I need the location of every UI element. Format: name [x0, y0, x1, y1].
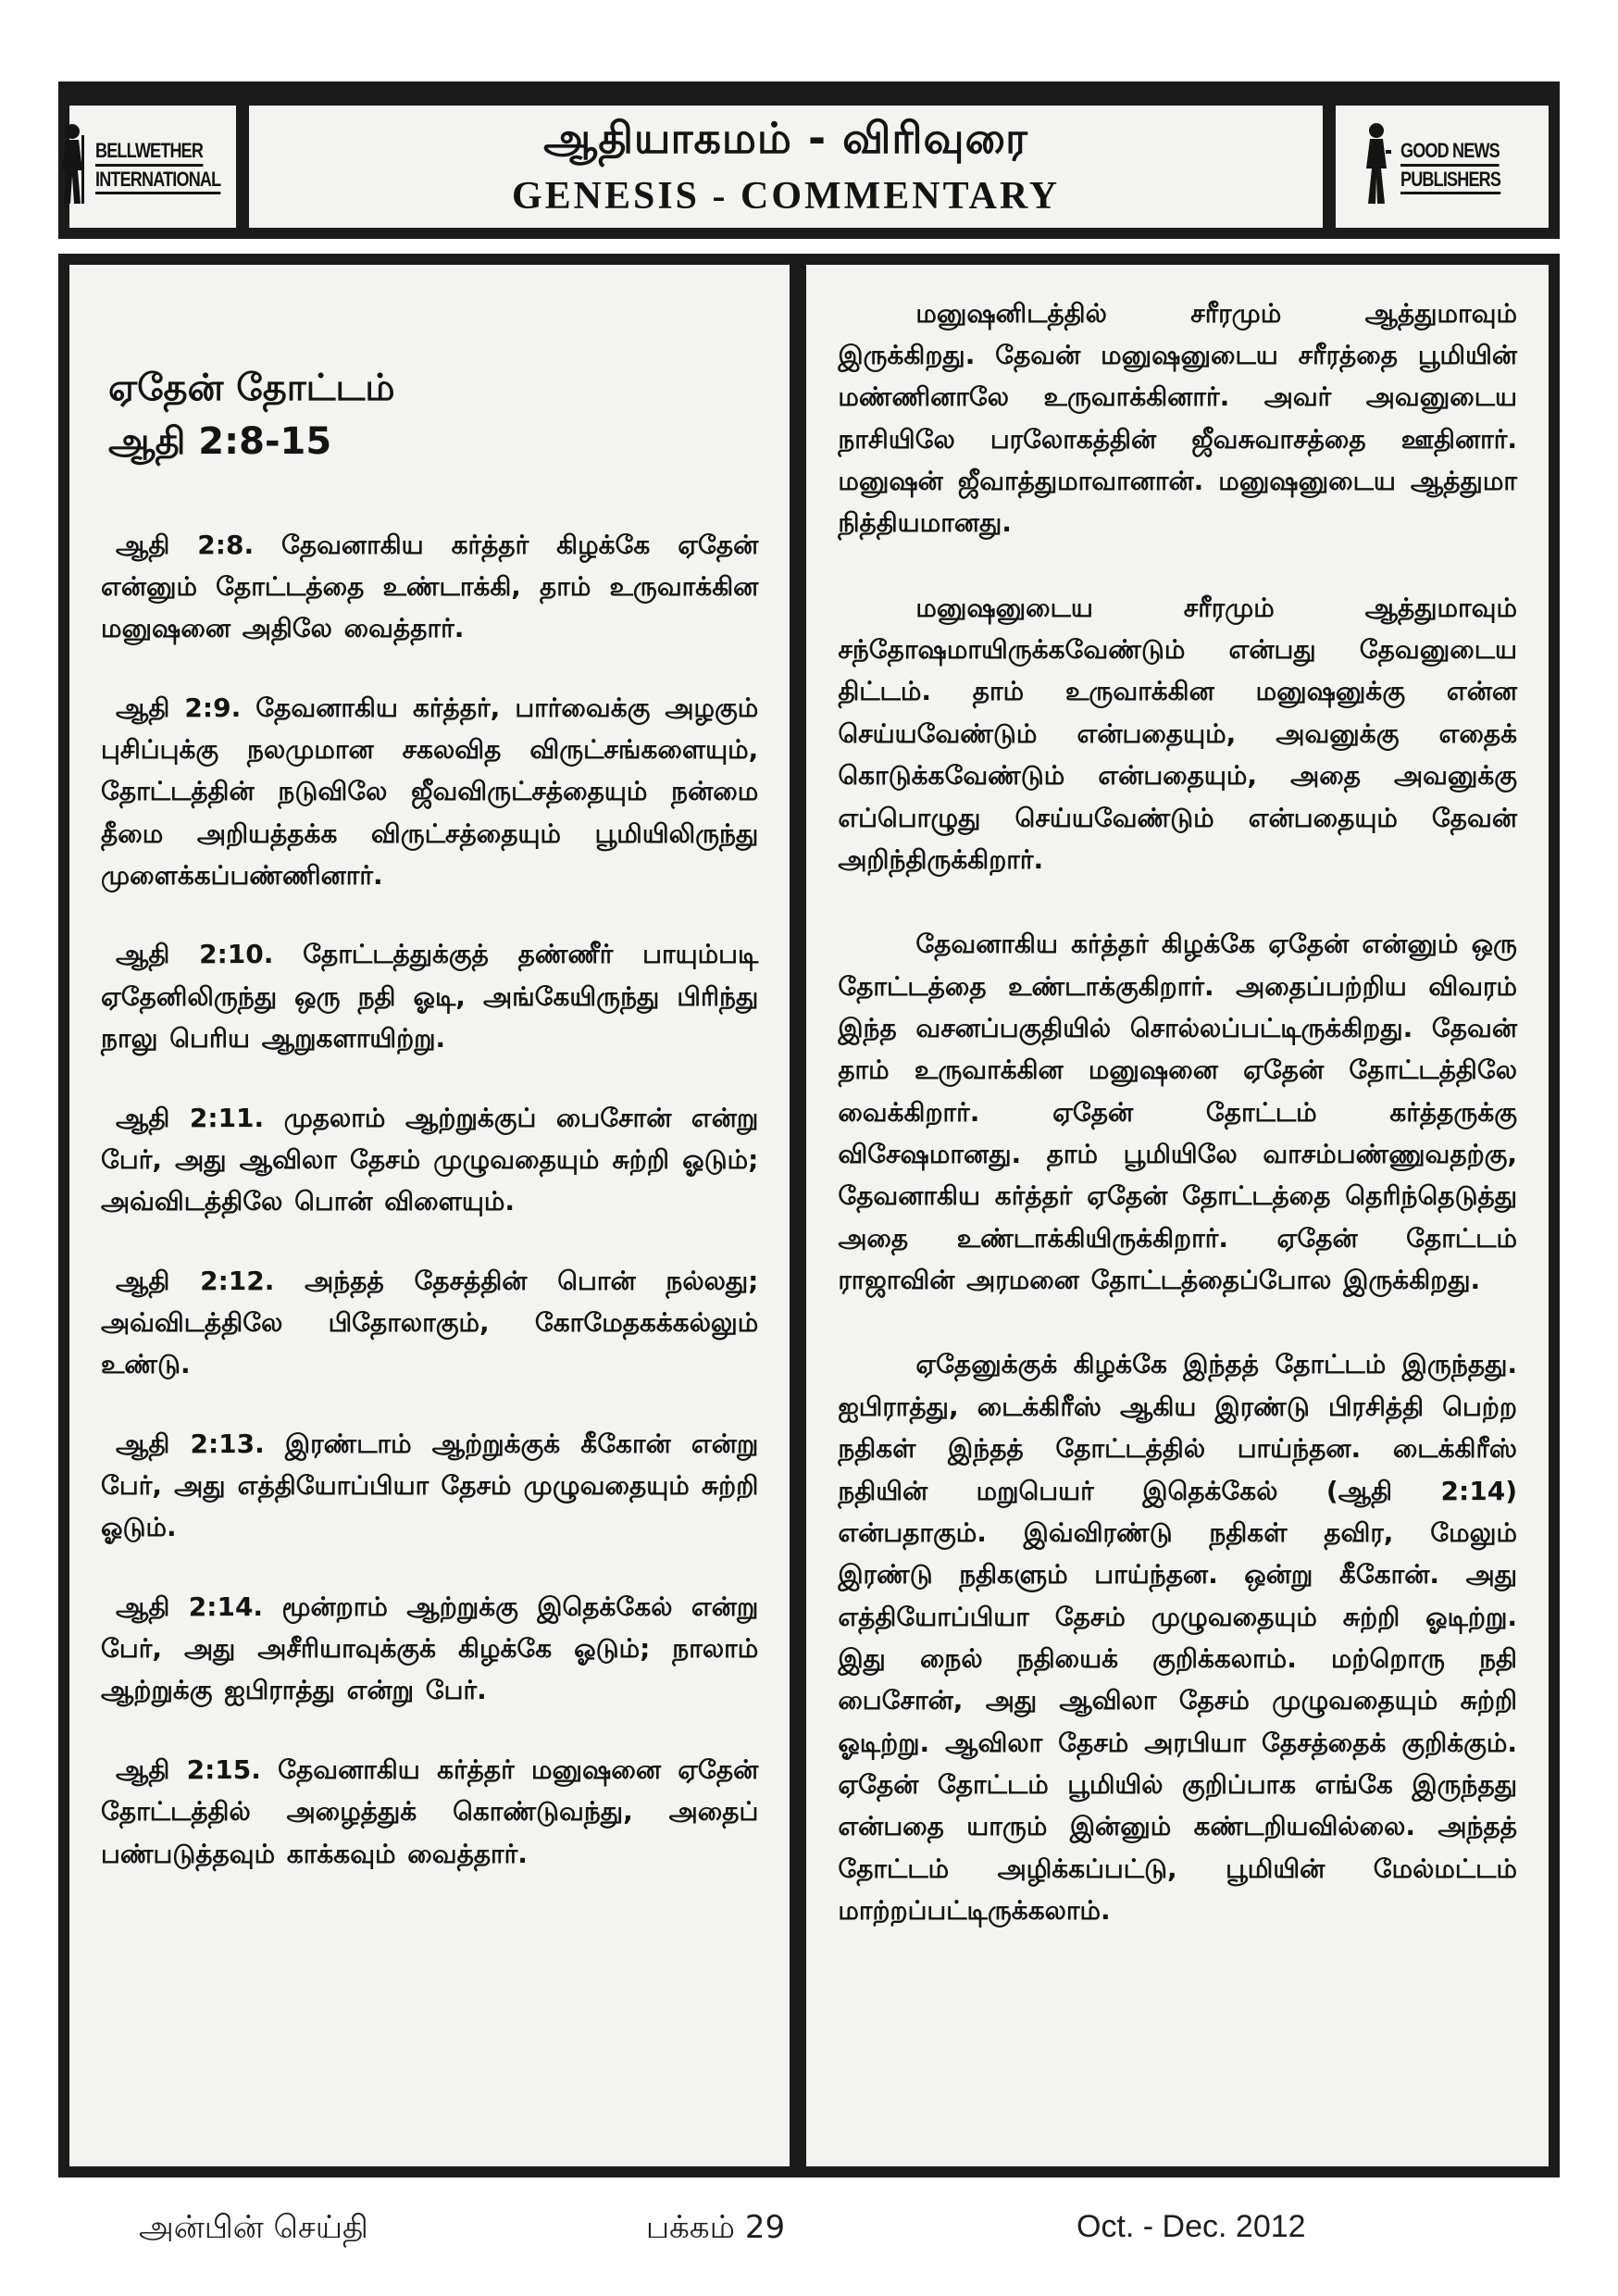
bellwether-logo-line1: BELLWETHER: [95, 138, 203, 167]
footer-publication-name: அன்பின் செய்தி: [139, 2208, 368, 2246]
section-heading-line2: ஆதி 2:8-15: [108, 419, 332, 463]
right-column-commentary: [806, 265, 1549, 2166]
goodnews-logo-line2: PUBLISHERS: [1400, 167, 1500, 195]
header: [58, 81, 1560, 239]
bellwether-logo-box: [69, 106, 236, 228]
page-title-tamil: ஆதியாகமம் - விரிவுரை: [543, 113, 1028, 163]
verse-2-8: ஆதி 2:8. தேவனாகிய கர்த்தர் கிழக்கே ஏதேன் என்னும் தோட்டத்தை உண்டாக்கி, தாம் உருவாக்கின மனுஷனை அதிலே வைத்தார்.: [101, 529, 759, 644]
verse-2-12: ஆதி 2:12. அந்தத் தேசத்தின் பொன் நல்லது; அவ்விடத்திலே பிதோலாகும், கோமேதகக்கல்லும் உண்டு.: [101, 1265, 759, 1380]
commentary-paragraph-1: மனுஷனிடத்தில் சரீரமும் ஆத்துமாவும் இருக்கிறது. தேவன் மனுஷனுடைய சரீரத்தை பூமியின் மண்ணினாலே உருவாக்கினார். அவர் அவனுடைய நாசியிலே பரலோகத்தின் ஜீவசுவாசத்தை ஊதினார். மனுஷன் ஜீவாத்துமாவானான். மனுஷனுடைய ஆத்துமா நித்தியமானது.: [838, 297, 1517, 539]
commentary-paragraph-4: ஏதேனுக்குக் கிழக்கே இந்தத் தோட்டம் இருந்தது. ஐபிராத்து, டைக்கிரீஸ் ஆகிய இரண்டு பிரசித்தி பெற்ற நதிகள் இந்தத் தோட்டத்தில் பாய்ந்தன. டைக்கிரீஸ் நதியின் மறுபெயர் இதெக்கேல் (ஆதி 2:14) என்பதாகும். இவ்விரண்டு நதிகள் தவிர, மேலும் இரண்டு நதிகளும் பாய்ந்தன. ஒன்று கீகோன். அது எத்தியோப்பியா தேசம் முழுவதையும் சுற்றி ஓடிற்று. இது நைல் நதியைக் குறிக்கலாம். மற்றொரு நதி பைசோன், அது ஆவிலா தேசம் முழுவதையும் சுற்றி ஓடிற்று. ஆவிலா தேசம் அரபியா தேசத்தைக் குறிக்கும். ஏதேன் தோட்டம் பூமியில் குறிப்பாக எங்கே இருந்தது என்பதை யாரும் இன்னும் கண்டறியவில்லை. அந்தத் தோட்டம் அழிக்கப்பட்டு, பூமியின் மேல்மட்டம் மாற்றப்பட்டிருக்கலாம்.: [838, 1349, 1517, 1927]
title-box: [249, 106, 1323, 228]
goodnews-figure-icon: [1362, 122, 1393, 211]
page-footer: [58, 2209, 1560, 2274]
verse-2-15: ஆதி 2:15. தேவனாகிய கர்த்தர் மனுஷனை ஏதேன் தோட்டத்தில் அழைத்துக் கொண்டுவந்து, அதைப் பண்படுத்தவும் காக்கவும் வைத்தார்.: [101, 1753, 759, 1869]
page-sheet: [58, 81, 1560, 2274]
left-column-scripture: [69, 265, 790, 2166]
verse-2-14: ஆதி 2:14. மூன்றாம் ஆற்றுக்கு இதெக்கேல் என்று பேர், அது அசீரியாவுக்குக் கிழக்கே ஓடும்; நாலாம் ஆற்றுக்கு ஐபிராத்து என்று பேர்.: [101, 1591, 759, 1706]
verse-2-10: ஆதி 2:10. தோட்டத்துக்குத் தண்ணீர் பாயும்படி ஏதேனிலிருந்து ஒரு நதி ஓடி, அங்கேயிருந்து பிரிந்து நாலு பெரிய ஆறுகளாயிற்று.: [101, 939, 759, 1054]
verse-2-9: ஆதி 2:9. தேவனாகிய கர்த்தர், பார்வைக்கு அழகும் புசிப்புக்கு நலமுமான சகலவித விருட்சங்களையும், தோட்டத்தின் நடுவிலே ஜீவவிருட்சத்தையும் நன்மை தீமை அறியத்தக்க விருட்சத்தையும் பூமியிலிருந்து முளைக்கப்பண்ணினார்.: [101, 692, 759, 892]
page-title-english: GENESIS - COMMENTARY: [511, 175, 1061, 218]
goodnews-logo-text: [1400, 138, 1523, 194]
goodnews-logo-line1: GOOD NEWS: [1400, 138, 1500, 167]
section-heading-line1: ஏதேன் தோட்டம்: [108, 366, 395, 409]
verse-2-13: ஆதி 2:13. இரண்டாம் ஆற்றுக்குக் கீகோன் என்று பேர், அது எத்தியோப்பியா தேசம் முழுவதையும் சுற்றி ஓடும்.: [101, 1428, 759, 1543]
bellwether-logo-text: [95, 138, 248, 194]
footer-issue-date: Oct. - Dec. 2012: [1077, 2208, 1306, 2244]
bellwether-logo-line2: INTERNATIONAL: [95, 167, 220, 195]
commentary-paragraph-2: மனுஷனுடைய சரீரமும் ஆத்துமாவும் சந்தோஷமாயிருக்கவேண்டும் என்பது தேவனுடைய திட்டம். தாம் உருவாக்கின மனுஷனுக்கு என்ன செய்யவேண்டும் என்பதையும், அவனுக்கு எதைக் கொடுக்கவேண்டும் என்பதையும், அதை அவனுக்கு எப்பொழுது செய்யவேண்டும் என்பதையும் தேவன் அறிந்திருக்கிறார்.: [838, 592, 1517, 875]
content-body: [58, 254, 1560, 2177]
footer-page-number: பக்கம் 29: [645, 2208, 786, 2246]
section-heading: [108, 361, 758, 468]
verse-2-11: ஆதி 2:11. முதலாம் ஆற்றுக்குப் பைசோன் என்று பேர், அது ஆவிலா தேசம் முழுவதையும் சுற்றி ஓடும்; அவ்விடத்திலே பொன் விளையும்.: [101, 1102, 759, 1217]
goodnews-logo-box: [1336, 106, 1549, 228]
bellwether-figure-icon: [56, 122, 88, 211]
commentary-paragraph-3: தேவனாகிய கர்த்தர் கிழக்கே ஏதேன் என்னும் ஒரு தோட்டத்தை உண்டாக்குகிறார். அதைப்பற்றிய விவரம் இந்த வசனப்பகுதியில் சொல்லப்பட்டிருக்கிறது. தேவன் தாம் உருவாக்கின மனுஷனை ஏதேன் தோட்டத்திலே வைக்கிறார். ஏதேன் தோட்டம் கர்த்தருக்கு விசேஷமானது. தாம் பூமியிலே வாசம்பண்ணுவதற்கு, தேவனாகிய கர்த்தர் ஏதேன் தோட்டத்தை தெரிந்தெடுத்து அதை உண்டாக்கியிருக்கிறார். ஏதேன் தோட்டம் ராஜாவின் அரமனை தோட்டத்தைப்போல இருக்கிறது.: [838, 929, 1517, 1296]
